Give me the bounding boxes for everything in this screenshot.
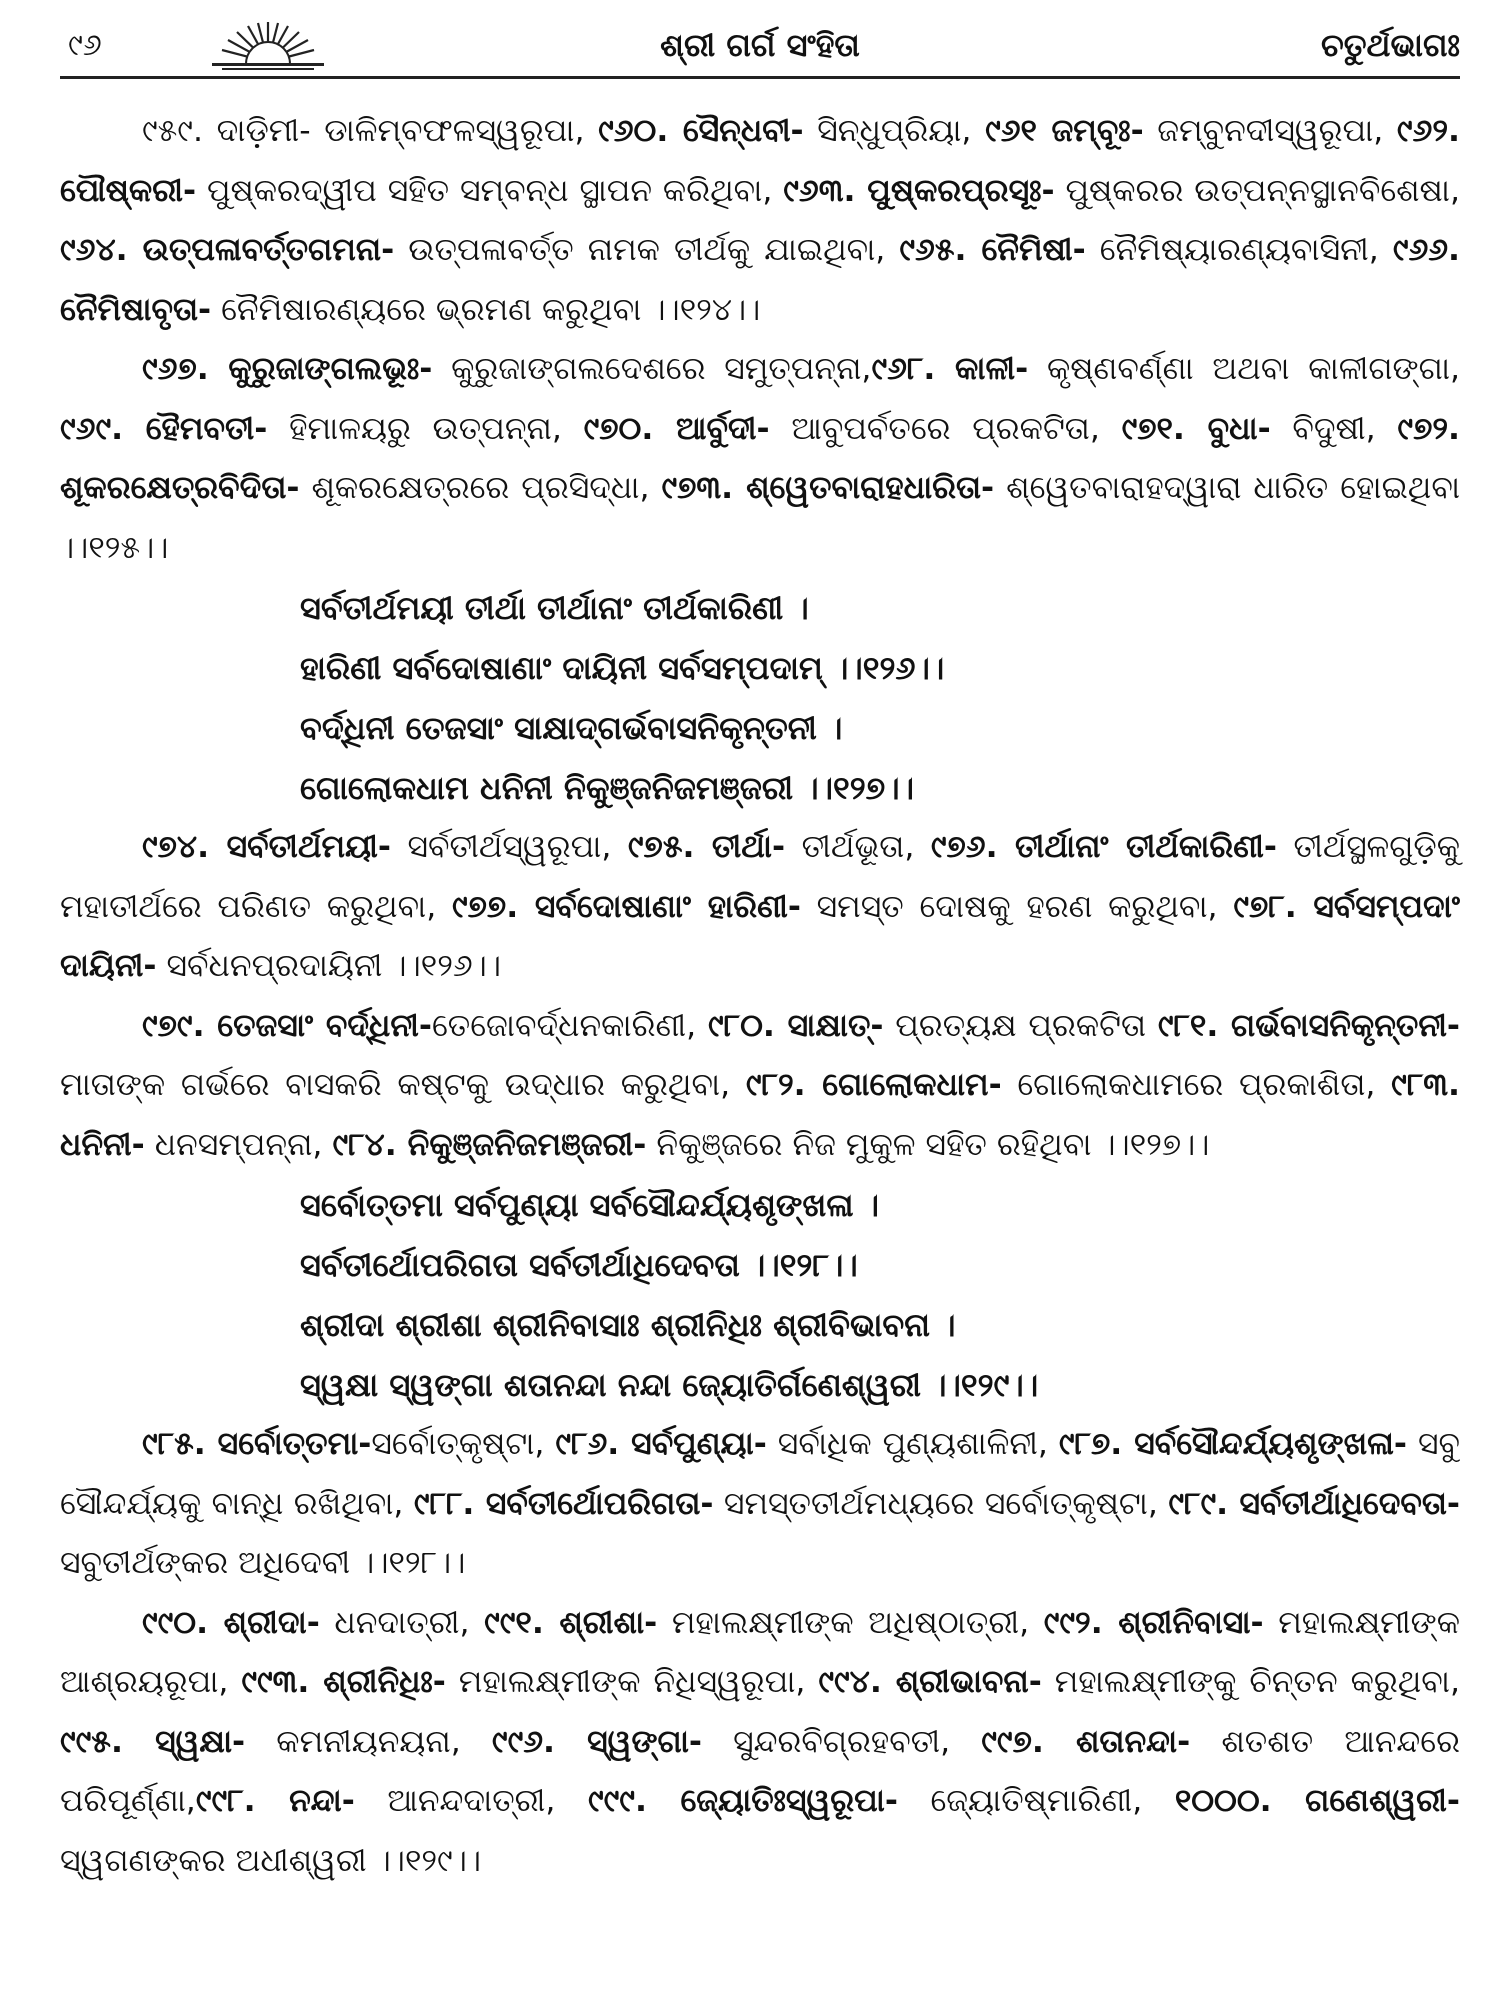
term-meaning: ସର୍ବତୀର୍ଥସ୍ୱରୂପା, — [390, 829, 628, 865]
term-label: ୯୭୭. ସର୍ବଦୋଷାଣାଂ ହାରିଣୀ- — [451, 888, 801, 925]
term-label: ୯୭୯. ତେଜସାଂ ବର୍ଦ୍ଧିନୀ- — [142, 1007, 432, 1044]
term-label: ୯୬୮. କାଳୀ- — [871, 351, 1029, 387]
page-body — [60, 102, 1460, 1891]
term-meaning: ଆବୁପର୍ବତରେ ପ୍ରକଟିତା, — [769, 410, 1122, 447]
commentary-paragraph — [60, 997, 1460, 1176]
verse-line: ଗୋଲୋକଧାମ ଧନିନୀ ନିକୁଞ୍ଜନିଜମଞ୍ଜରୀ ।।୧୨୭।। — [300, 769, 915, 807]
term-meaning: ନିକୁଞ୍ଜରେ ନିଜ ମୁକୁଳ ସହିତ ରହିଥିବା ।।୧୨୭।। — [646, 1126, 1210, 1163]
term-meaning: ସ୍ୱଗଣଙ୍କର ଅଧୀଶ୍ୱରୀ ।।୧୨୯।। — [60, 1842, 482, 1879]
term-label: ୯୯୬. ସ୍ୱଙ୍ଗା- — [491, 1723, 702, 1760]
term-label: ୯୯୪. ଶ୍ରୀଭାବନା- — [818, 1664, 1042, 1700]
term-label: ୯୭୬. ତୀର୍ଥାନାଂ ତୀର୍ଥକାରିଣୀ- — [930, 829, 1277, 865]
term-label: ୯୮୦. ସାକ୍ଷାତ୍- — [707, 1007, 884, 1044]
term-label: ୯୬୪. ଉତ୍ପଳାବର୍ତ୍ତଗମନା- — [60, 232, 395, 268]
term-label: ୯୮୫. ସର୍ବୋତ୍ତମା- — [142, 1426, 372, 1462]
term-meaning: ୯୫୯. ଦାଡ଼ିମୀ- ଡାଳିମ୍ବଫଳସ୍ୱରୂପା, — [142, 113, 599, 149]
term-meaning: ନୈମିଷାରଣ୍ୟରେ ଭ୍ରମଣ କରୁଥିବା ।।୧୨୪।। — [211, 291, 761, 328]
term-meaning: ଗୋଲୋକଧାମରେ ପ୍ରକାଶିତା, — [1001, 1067, 1392, 1103]
page-number: ୯୬ — [68, 28, 102, 63]
book-title: ଶ୍ରୀ ଗର୍ଗ ସଂହିତା — [660, 26, 860, 64]
term-meaning: କୁରୁଜାଙ୍ଗଲଦେଶରେ ସମୁତ୍ପନ୍ନା, — [432, 351, 872, 387]
term-meaning: କମନୀୟନୟନା, — [245, 1723, 492, 1760]
term-meaning: ହିମାଳୟରୁ ଉତ୍ପନ୍ନା, — [267, 410, 584, 447]
term-label: ୯୭୮. ସର୍ବସମ୍ପଦାଂ ଦାୟିନୀ- — [60, 888, 1460, 984]
term-label: ୯୯୫. ସ୍ୱକ୍ଷା- — [60, 1723, 246, 1760]
verse-block — [60, 578, 1460, 818]
term-label: ୯୭୪. ସର୍ବତୀର୍ଥମୟୀ- — [142, 829, 391, 865]
term-label: ୯୬୦. ସୈନ୍ଧବୀ- — [598, 113, 804, 149]
term-label: ୯୬୧ ଜମ୍ବୂଃ- — [985, 113, 1144, 149]
term-label: ୯୬୨. ପୌଷ୍କରୀ- — [60, 113, 1460, 209]
term-meaning: ସିନ୍ଧୁପ୍ରିୟା, — [803, 113, 986, 149]
term-meaning: ମହାଲକ୍ଷ୍ମୀଙ୍କୁ ଚିନ୍ତନ କରୁଥିବା, — [1041, 1664, 1460, 1700]
section-title: ଚତୁର୍ଥଭାଗଃ — [1320, 26, 1460, 64]
term-meaning: ତୀର୍ଥଭୂତା, — [785, 829, 931, 865]
term-meaning: ମହାଲକ୍ଷ୍ମୀଙ୍କ ଅଧିଷ୍ଠାତ୍ରୀ, — [657, 1604, 1044, 1641]
term-meaning: ସମସ୍ତ ଦୋଷକୁ ହରଣ କରୁଥିବା, — [800, 888, 1234, 925]
term-meaning: ପୁଷ୍କରର ଉତ୍ପନ୍ନସ୍ଥାନବିଶେଷା, — [1054, 172, 1460, 209]
verse-line: ସ୍ୱକ୍ଷା ସ୍ୱଙ୍ଗା ଶତାନନ୍ଦା ନନ୍ଦା ଜ୍ୟୋତିର୍ଗଣେଶ୍ୱରୀ ।।୧୨୯।। — [300, 1366, 1039, 1404]
commentary-paragraph — [60, 1415, 1460, 1594]
term-label: ୯୯୭. ଶତାନନ୍ଦା- — [981, 1723, 1191, 1760]
term-meaning: ବିଦୁଷୀ, — [1270, 410, 1398, 447]
term-label: ୯୬୫. ନୈମିଷୀ- — [899, 232, 1086, 268]
term-meaning: ସର୍ବାଧିକ ପୁଣ୍ୟଶାଳିନୀ, — [766, 1426, 1059, 1462]
term-label: ୯୬୬. ନୈମିଷାବୃତା- — [60, 232, 1460, 328]
term-meaning: ଧନଦାତ୍ରୀ, — [319, 1604, 485, 1641]
term-meaning: ସର୍ବୋତ୍କୃଷ୍ଟା, — [371, 1426, 556, 1462]
verse-line: ସର୍ବତୀର୍ଥୋପରିଗତା ସର୍ବତୀର୍ଥାଧିଦେବତା ।।୧୨୮।। — [300, 1246, 858, 1284]
term-label: ୧୦୦୦. ଗଣେଶ୍ୱରୀ- — [1174, 1783, 1461, 1819]
term-label: ୯୭୦. ଆର୍ବୁଦୀ- — [583, 410, 770, 447]
term-label: ୯୮୯. ସର୍ବତୀର୍ଥାଧିଦେବତା- — [1168, 1485, 1460, 1522]
term-label: ୯୯୩. ଶ୍ରୀନିଧିଃ- — [241, 1664, 446, 1700]
term-label: ୯୯୧. ଶ୍ରୀଶା- — [484, 1604, 658, 1641]
term-meaning: ପ୍ରତ୍ୟକ୍ଷ ପ୍ରକଟିତା — [883, 1007, 1158, 1044]
term-label: ୯୭୩. ଶ୍ୱେତବାରାହଧାରିତା- — [661, 470, 995, 506]
term-meaning: ମହାଲକ୍ଷ୍ମୀଙ୍କ ଆଶ୍ରୟରୂପା, — [60, 1604, 1460, 1700]
term-label: ୯୯୯. ଜ୍ୟୋତିଃସ୍ୱରୂପା- — [588, 1783, 898, 1819]
term-meaning: ସୁନ୍ଦରବିଗ୍ରହବତୀ, — [701, 1723, 982, 1760]
term-meaning: ଉତ୍ପଳାବର୍ତ୍ତ ନାମକ ତୀର୍ଥକୁ ଯାଇଥିବା, — [394, 232, 900, 268]
term-meaning: ଜ୍ୟୋତିଷ୍ମାରିଣୀ, — [897, 1783, 1175, 1819]
verse-line: ସର୍ବତୀର୍ଥମୟୀ ତୀର୍ଥା ତୀର୍ଥାନାଂ ତୀର୍ଥକାରିଣୀ । — [300, 589, 809, 627]
term-label: ୯୮୨. ଗୋଲୋକଧାମ- — [745, 1067, 1002, 1103]
verse-block — [60, 1175, 1460, 1415]
term-meaning: ତେଜୋବର୍ଦ୍ଧନକାରିଣୀ, — [432, 1007, 708, 1044]
commentary-paragraph — [60, 102, 1460, 340]
term-label: ୯୭୧. ବୁଧା- — [1121, 410, 1271, 447]
commentary-paragraph — [60, 340, 1460, 578]
term-meaning: ଆନନ୍ଦଦାତ୍ରୀ, — [354, 1783, 588, 1819]
term-label: ୯୮୧. ଗର୍ଭବାସନିକୃନ୍ତନୀ- — [1157, 1007, 1461, 1044]
term-meaning: ନୈମିଷ୍ୟାରଣ୍ୟବାସିନୀ, — [1085, 232, 1393, 268]
term-meaning: ସବୁତୀର୍ଥଙ୍କର ଅଧିଦେବୀ ।।୧୨୮।। — [60, 1545, 466, 1581]
term-label: ୯୯୦. ଶ୍ରୀଦା- — [142, 1604, 320, 1641]
commentary-paragraph — [60, 1594, 1460, 1892]
term-label: ୯୬୩. ପୁଷ୍କରପ୍ରସୂଃ- — [783, 172, 1055, 209]
term-label: ୯୭୨. ଶୂକରକ୍ଷେତ୍ରବିଦିତା- — [60, 410, 1461, 506]
term-meaning: ସମସ୍ତତୀର୍ଥମଧ୍ୟରେ ସର୍ବୋତ୍କୃଷ୍ଟା, — [713, 1485, 1169, 1522]
verse-line: ସର୍ବୋତ୍ତମା ସର୍ବପୁଣ୍ୟା ସର୍ବସୌନ୍ଦର୍ଯ୍ୟଶୃଙ୍ଖଳା । — [300, 1186, 880, 1224]
verse-line: ବର୍ଦ୍ଧିନୀ ତେଜସାଂ ସାକ୍ଷାଦ୍‌ଗର୍ଭବାସନିକୃନ୍ତନୀ । — [300, 709, 843, 747]
term-label: ୯୬୭. କୁରୁଜାଙ୍ଗଲଭୂଃ- — [142, 351, 433, 387]
term-meaning: କୃଷ୍ଣବର୍ଣ୍ଣା ଅଥବା କାଳୀଗଙ୍ଗା, — [1028, 351, 1461, 387]
term-label: ୯୯୨. ଶ୍ରୀନିବାସା- — [1043, 1604, 1264, 1641]
term-meaning: ମାତାଙ୍କ ଗର୍ଭରେ ବାସକରି କଷ୍ଟକୁ ଉଦ୍ଧାର କରୁଥିବା, — [60, 1067, 746, 1103]
term-label: ୯୮୭. ସର୍ବସୌନ୍ଦର୍ଯ୍ୟଶୃଙ୍ଖଳା- — [1058, 1426, 1407, 1462]
term-label: ୯୮୩. ଧନିନୀ- — [60, 1067, 1460, 1163]
term-label: ୯୮୬. ସର୍ବପୁଣ୍ୟା- — [555, 1426, 767, 1462]
term-meaning: ଶତଶତ ଆନନ୍ଦରେ ପରିପୂର୍ଣ୍ଣା, — [60, 1723, 1460, 1819]
term-meaning: ଜମ୍ବୁନଦୀସ୍ୱରୂପା, — [1143, 113, 1397, 149]
term-meaning: ସର୍ବଧନପ୍ରଦାୟିନୀ ।।୧୨୬।। — [156, 948, 502, 984]
term-label: ୯୭୫. ତୀର୍ଥା- — [627, 829, 786, 865]
commentary-paragraph — [60, 818, 1460, 997]
term-meaning: ଶୂକରକ୍ଷେତ୍ରରେ ପ୍ରସିଦ୍ଧା, — [299, 470, 662, 506]
verse-line: ଶ୍ରୀଦା ଶ୍ରୀଶା ଶ୍ରୀନିବାସାଃ ଶ୍ରୀନିଧିଃ ଶ୍ରୀବିଭାବନା । — [300, 1306, 956, 1344]
term-label: ୯୬୯. ହୈମବତୀ- — [60, 410, 268, 447]
page-header — [60, 18, 1460, 79]
term-meaning: ପୁଷ୍କରଦ୍ୱୀପ ସହିତ ସମ୍ବନ୍ଧ ସ୍ଥାପନ କରିଥିବା, — [196, 172, 784, 209]
term-meaning: ସବୁ ସୌନ୍ଦର୍ଯ୍ୟକୁ ବାନ୍ଧି ରଖିଥିବା, — [60, 1426, 1460, 1522]
term-meaning: ଶ୍ୱେତବାରାହଦ୍ୱାରା ଧାରିତ ହୋଇଥିବା ।।୧୨୫।। — [60, 470, 1460, 566]
term-meaning: ତୀର୍ଥସ୍ଥଳଗୁଡ଼ିକୁ ମହାତୀର୍ଥରେ ପରିଣତ କରୁଥିବା, — [60, 829, 1461, 925]
term-label: ୯୯୮. ନନ୍ଦା- — [195, 1783, 355, 1819]
term-meaning: ଧନସମ୍ପନ୍ନା, — [144, 1126, 333, 1163]
term-meaning: ମହାଲକ୍ଷ୍ମୀଙ୍କ ନିଧିସ୍ୱରୂପା, — [445, 1664, 819, 1700]
verse-line: ହାରିଣୀ ସର୍ବଦୋଷାଣାଂ ଦାୟିନୀ ସର୍ବସମ୍ପଦାମ୍ ।।୧୨୬।। — [300, 649, 945, 687]
term-label: ୯୮୮. ସର୍ବତୀର୍ଥୋପରିଗତା- — [413, 1485, 714, 1522]
term-label: ୯୮୪. ନିକୁଞ୍ଜନିଜମଞ୍ଜରୀ- — [332, 1126, 647, 1163]
